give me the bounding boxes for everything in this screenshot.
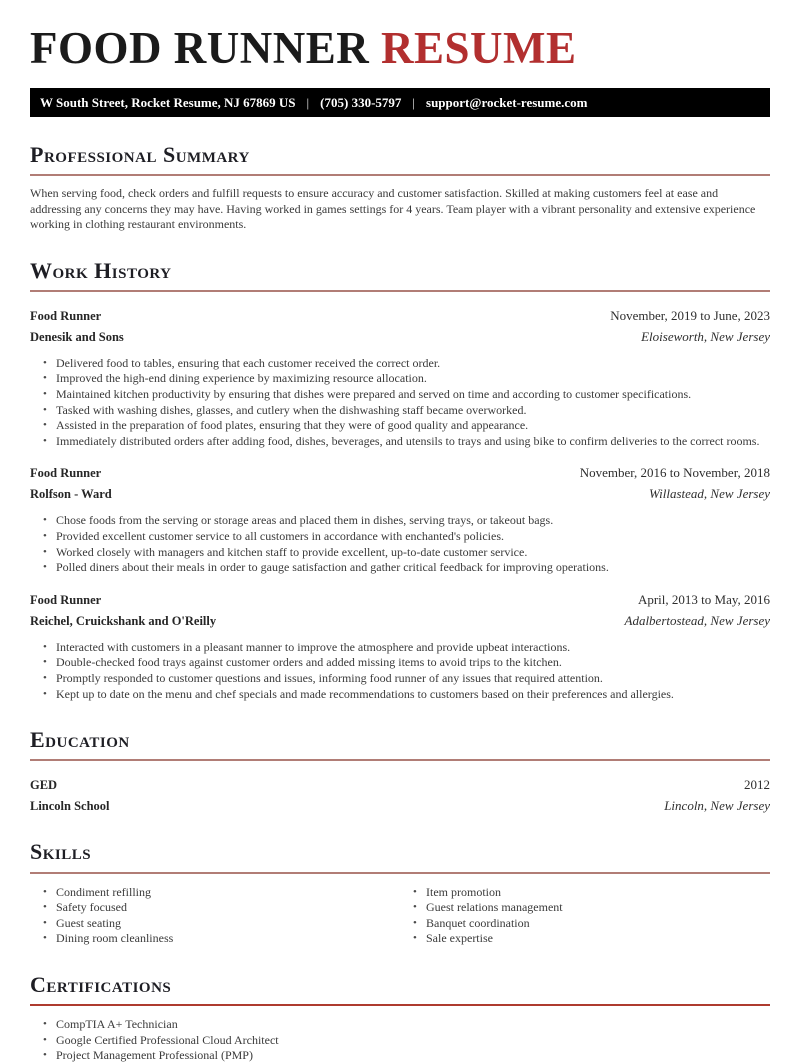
section-heading-education: Education <box>30 728 770 761</box>
job-title-row <box>30 592 770 608</box>
job-location: Eloiseworth, New Jersey <box>641 328 770 344</box>
job-bullet: • Maintained kitchen productivity by ensuring that dishes were prepared and served on time and according to customer specifications. <box>43 387 770 403</box>
job-entry <box>30 308 770 450</box>
skills-column-right <box>413 885 770 947</box>
page-title-black: FOOD RUNNER <box>30 23 381 73</box>
job-location: Adalbertostead, New Jersey <box>624 612 770 628</box>
job-title-row <box>30 465 770 481</box>
job-title: Food Runner <box>30 308 102 323</box>
job-company-row <box>30 329 770 345</box>
job-bullet: • Double-checked food trays against customer orders and added missing items to avoid trips to the kitchen. <box>43 655 770 671</box>
skills-columns <box>30 874 770 947</box>
job-bullet: • Immediately distributed orders after adding food, dishes, beverages, and utensils to trays and using bike to confirm deliveries to the correct rooms. <box>43 434 770 450</box>
job-entry <box>30 592 770 702</box>
section-education <box>30 728 770 814</box>
education-school-row <box>30 798 770 814</box>
job-dates: November, 2019 to June, 2023 <box>610 307 770 323</box>
job-company-row <box>30 613 770 629</box>
certification-item: • CompTIA A+ Technician <box>43 1017 770 1033</box>
education-entry <box>30 777 770 814</box>
job-bullet: • Worked closely with managers and kitchen staff to provide excellent, up-to-date customer service. <box>43 545 770 561</box>
job-bullet: • Improved the high-end dining experience by maximizing resource allocation. <box>43 371 770 387</box>
job-dates: April, 2013 to May, 2016 <box>637 591 770 607</box>
job-bullet: • Polled diners about their meals in order to gauge satisfaction and gather critical feedback for improving operations. <box>43 560 770 576</box>
job-company: Reichel, Cruickshank and O'Reilly <box>30 613 217 628</box>
job-title: Food Runner <box>30 592 102 607</box>
education-year: 2012 <box>744 777 770 793</box>
section-certifications <box>30 973 770 1064</box>
job-bullet: • Delivered food to tables, ensuring that each customer received the correct order. <box>43 356 770 372</box>
job-company: Rolfson - Ward <box>30 487 112 502</box>
summary-text: When serving food, check orders and fulfill requests to ensure accuracy and customer satisfaction. Skilled at making customers feel at ease and addressing any concerns they may have. Having worked in games settings for 4 years. Team player with a vibrant personality and extensive experience working in clothing restaurant environments. <box>30 186 756 232</box>
education-location: Lincoln, New Jersey <box>664 798 770 814</box>
skill-item: • Condiment refilling <box>43 885 400 901</box>
contact-bar <box>30 88 770 117</box>
job-title: Food Runner <box>30 466 102 481</box>
section-heading-certifications: Certifications <box>30 973 770 1006</box>
job-title-row <box>30 308 770 324</box>
skill-item: • Safety focused <box>43 900 400 916</box>
job-company-row <box>30 486 770 502</box>
page-title-red: RESUME <box>381 23 577 73</box>
job-company: Denesik and Sons <box>30 329 124 344</box>
education-school: Lincoln School <box>30 799 110 814</box>
education-degree: GED <box>30 778 58 793</box>
section-heading-skills: Skills <box>30 840 770 873</box>
skill-item: • Guest seating <box>43 916 400 932</box>
job-dates: November, 2016 to November, 2018 <box>579 465 770 481</box>
job-bullet: • Chose foods from the serving or storage areas and placed them in dishes, serving trays, or takeout bags. <box>43 513 770 529</box>
job-bullet: • Interacted with customers in a pleasant manner to improve the atmosphere and provide upbeat interactions. <box>43 640 770 656</box>
contact-separator: | <box>306 94 310 110</box>
skill-item: • Guest relations management <box>413 900 770 916</box>
job-bullet: • Kept up to date on the menu and chef specials and made recommendations to customers based on their preferences and allergies. <box>43 687 770 703</box>
contact-address: W South Street, Rocket Resume, NJ 67869 US <box>40 94 296 110</box>
skill-item: • Dining room cleanliness <box>43 931 400 947</box>
resume-page <box>0 23 800 1063</box>
job-bullet: • Promptly responded to customer questions and issues, informing food runner of any issues that required attention. <box>43 671 770 687</box>
certifications-list <box>43 1017 770 1064</box>
certification-item: • Google Certified Professional Cloud Architect <box>43 1033 770 1049</box>
section-heading-work-history: Work History <box>30 259 770 292</box>
education-degree-row <box>30 777 770 793</box>
skills-column-left <box>43 885 400 947</box>
page-title <box>30 23 770 73</box>
job-bullet: • Assisted in the preparation of food plates, ensuring that they were of good quality and appearance. <box>43 418 770 434</box>
job-location: Willastead, New Jersey <box>649 486 770 502</box>
contact-phone: (705) 330-5797 <box>320 94 402 110</box>
job-bullet-list <box>43 640 770 702</box>
section-professional-summary <box>30 143 770 233</box>
job-bullet-list <box>43 356 770 450</box>
job-bullet: • Provided excellent customer service to all customers in accordance with enchanted's policies. <box>43 529 770 545</box>
skill-item: • Banquet coordination <box>413 916 770 932</box>
section-heading-professional-summary: Professional Summary <box>30 143 770 176</box>
section-work-history <box>30 259 770 703</box>
certification-item: • Project Management Professional (PMP) <box>43 1048 770 1064</box>
section-skills <box>30 840 770 947</box>
contact-email: support@rocket-resume.com <box>426 94 588 110</box>
job-bullet: • Tasked with washing dishes, glasses, and cutlery when the dishwashing staff became overworked. <box>43 403 770 419</box>
job-bullet-list <box>43 513 770 575</box>
contact-separator: | <box>412 94 416 110</box>
skill-item: • Item promotion <box>413 885 770 901</box>
job-entry <box>30 465 770 575</box>
skill-item: • Sale expertise <box>413 931 770 947</box>
